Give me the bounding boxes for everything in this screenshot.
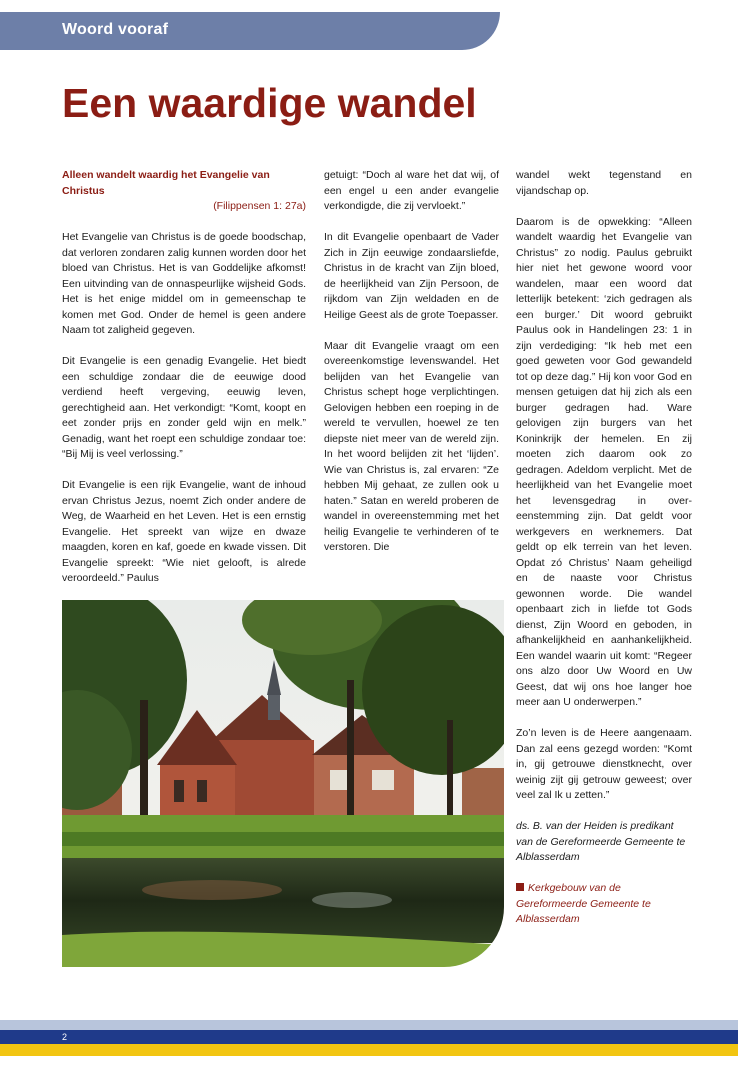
paragraph: Dit Evangelie is een genadig Evangelie. Het biedt een schuldige zondaar die de eeuwige dood verdiend heeft vergeving, eeuwig leven, gerechtigheid aan. Het verkondigt: “Komt, koopt en eet zonder prijs en zonder geld wijn en melk.” Genadig, want het roept een schuldige zondaar toe: “Bij Mij is veel verlossing.”	[62, 355, 306, 460]
church-illustration	[62, 600, 504, 967]
paragraph: getuigt: “Doch al ware het dat wij, of een engel u een ander evangelie verkondigde, die zij vervloekt.”	[324, 169, 499, 212]
section-header-tab	[0, 12, 500, 50]
photo-caption	[516, 881, 692, 928]
footer-stripe-yellow	[0, 1044, 738, 1056]
church-photo	[62, 600, 504, 967]
caption-square-icon	[516, 883, 524, 891]
scripture-reference: (Filippensen 1: 27a)	[213, 200, 306, 212]
paragraph: Het Evangelie van Christus is de goede boodschap, dat verloren zondaren zalig kunnen worden door het bloed van Christus. Het is van Goddelijke afkomst! Een uitvinding van de onnaspeurlijke wijsheid Gods. Het is het enige middel om in gemeenschap te komen met God. Onder de hemel is geen andere Naam tot zaligheid gegeven.	[62, 231, 306, 336]
paragraph: Zo’n leven is de Heere aangenaam. Dan zal eens gezegd worden: “Komt in, gij getrouwe dienstknecht, over weinig zijt gij getrouw geweest; over veel zal Ik u zetten.”	[516, 727, 692, 801]
page-number: 2	[62, 1032, 68, 1042]
author-note: ds. B. van der Heiden is predikant van de Gereformeerde Gemeente te Alblasserdam	[516, 820, 686, 863]
text-column-2	[324, 168, 499, 571]
section-label: Woord vooraf	[62, 21, 169, 38]
lead-text: Alleen wandelt waardig het Evangelie van Christus	[62, 169, 270, 197]
text-column-1	[62, 168, 306, 602]
footer-stripe-light	[0, 1020, 738, 1030]
article-title: Een waardige wandel	[62, 80, 477, 126]
paragraph: In dit Evangelie openbaart de Vader Zich in Zijn eeuwige zondaarsliefde, Christus in de kracht van Zijn bloed, de heerlijkheid van Zijn Persoon, de rijkdom van Zijn weldaden en de Heilige Geest als de grote Toepasser.	[324, 231, 499, 321]
paragraph: Dit Evangelie is een rijk Evangelie, want de inhoud ervan Christus Jezus, noemt Zich onder andere de Weg, de Waarheid en het Leven. Het is een ernstig Evangelie. Het spreekt van wijze en dwaze maagden, koren en kaf, goede en kwade vissen. Dit Evangelie spreekt: “Wie niet gelooft, is alrede veroordeeld.” Paulus	[62, 479, 306, 584]
paragraph: wandel wekt tegenstand en vijandschap op.	[516, 169, 692, 197]
photo-caption-text: Kerkgebouw van de Gereformeerde Gemeente te Alblasserdam	[516, 882, 651, 925]
text-column-3	[516, 168, 692, 943]
paragraph: Daarom is de opwekking: “Alleen wandelt waardig het Evangelie van Christus” zo nodig. Paulus gebruikt hier niet het gewone woord voor wandelen, maar een woord dat letterlijk betekent: ‘zich gedragen als een burger.’ Dit woord gebruikt Paulus ook in Handelingen 23: 1 in zijn verdediging: “Ik heb met een goed geweten voor God gewandeld tot op deze dag.” Hij kon voor God en mensen getuigen dat hij zich als een burger gedragen had. Ware gelovigen zijn burgers van het Koninkrijk der hemelen. En zij moeten zich daarom ook zo gedragen. Adeldom verplicht. Met de heerlijkheid van het Evangelie moet het levensgedrag in over-eenstemming zijn. Dat geldt voor werkgevers en werknemers. Dat geldt op elk terrein van het leven. Opdat zó Christus’ Naam geheiligd en de naaste voor Christus gewonnen worde. Die wandel openbaart zich in liefde tot Gods dienst, Zijn Woord en geboden, in afhankelijkheid en aanhankelijkheid. Een wandel waarin uit komt: “Regeer ons alzo door Uw Woord en Uw Geest, dat wij ons hoe langer hoe meer aan U onderwerpen.”	[516, 215, 692, 708]
paragraph: Maar dit Evangelie vraagt om een overeenkomstige levenswandel. Het belijden van het Evangelie van Christus schept hoge verplichtingen. Gelovigen hebben een roeping in de wereld te vervullen, hoewel ze ten diepste niet meer van de wereld zijn. In het woord belijden zit het ‘lijden’. Wie van Christus is, zal ervaren: “Ze hebben Mij gehaat, ze zullen ook u haten.” Satan en wereld proberen de wandel in overeenstemming met het heilig Evangelie te verhinderen of te verstoren. Die	[324, 339, 499, 553]
footer-stripe-blue	[0, 1030, 738, 1044]
